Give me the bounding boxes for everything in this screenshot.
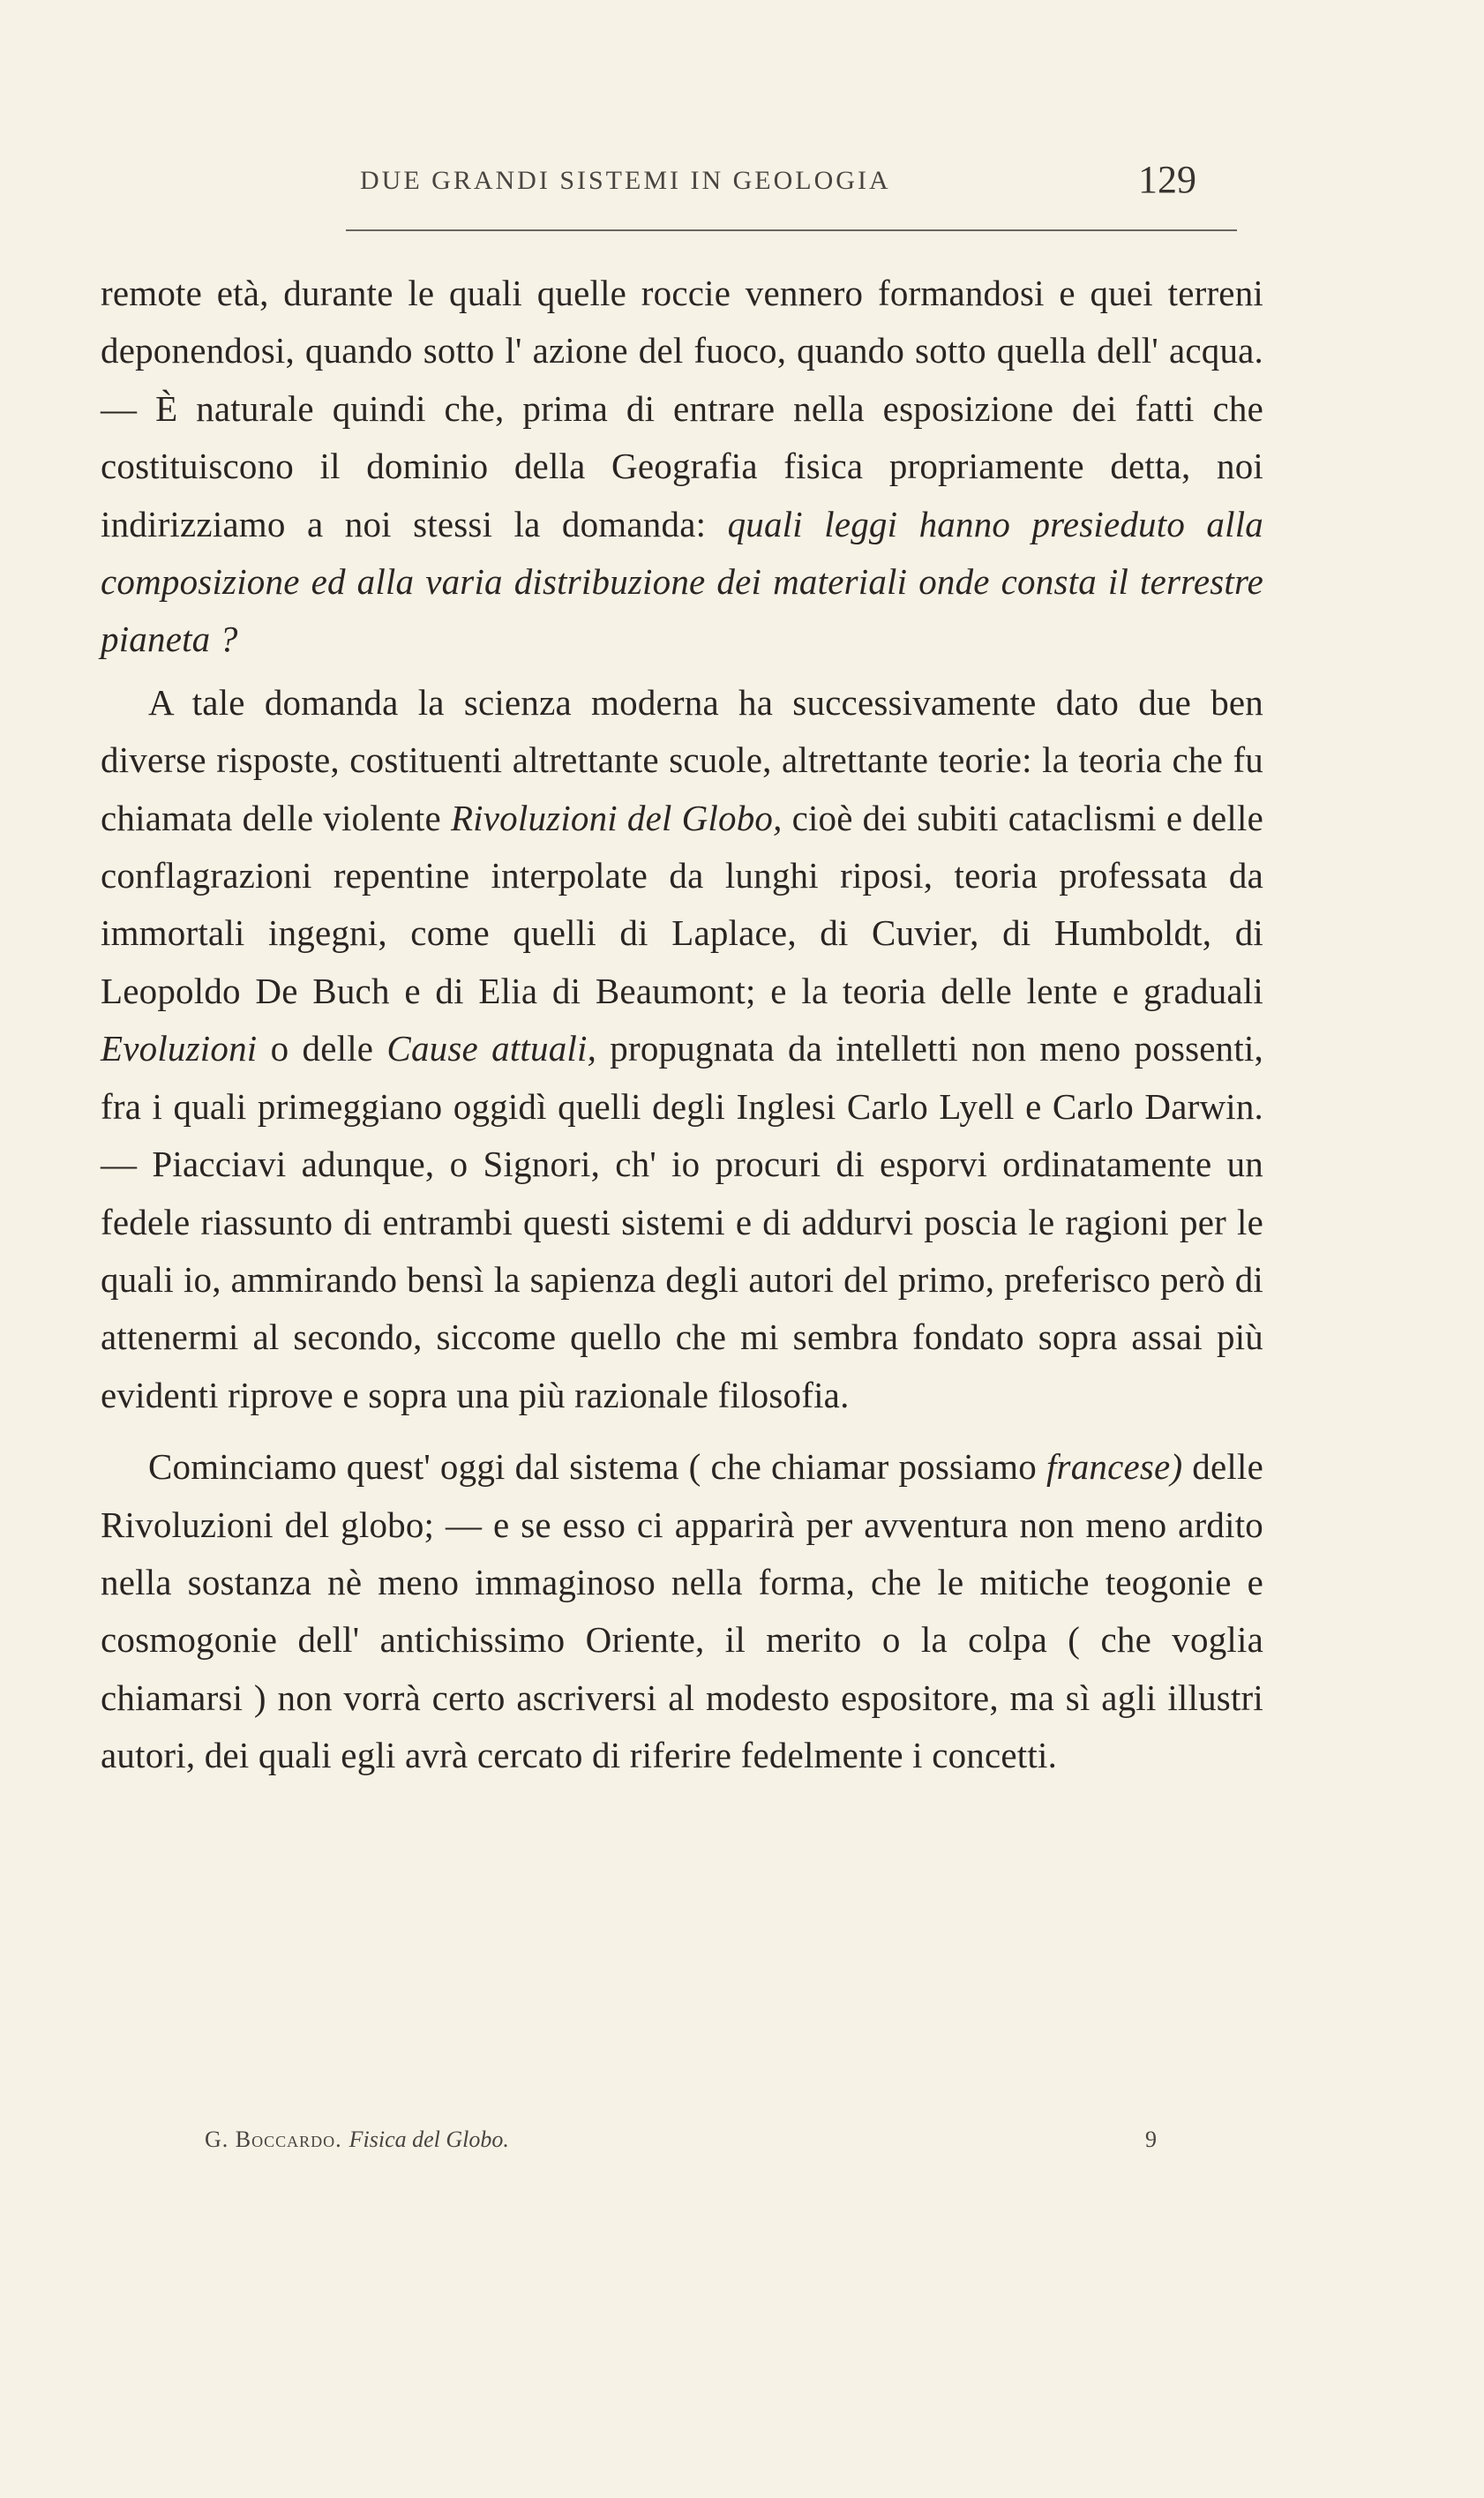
paragraph-2-text-e: o delle	[257, 1028, 387, 1069]
paragraph-3-text-a: Cominciamo quest' oggi dal sistema ( che chiamar possiamo	[148, 1446, 1046, 1488]
paragraph-3-italic-francese: francese)	[1046, 1446, 1183, 1488]
paragraph-2-text-g: propugnata da intelletti non meno possenti, fra i quali primeggiano oggidì quelli degli Inglesi Carlo Lyell e Carlo Darwin. — Piacciavi adunque, o Signori, ch' io procuri di esporvi ordinatamente un fedele riassunto di entrambi questi sistemi e di addurvi poscia le ragioni per le quali io, ammirando bensì la sapienza degli autori del primo, preferisco però di attenermi al secondo, siccome quello che mi sembra fondato sopra assai più evidenti riprove e sopra una più razionale filosofia.	[101, 1028, 1263, 1415]
footer-signature-number: 9	[1145, 2127, 1157, 2152]
paragraph-2-italic-evoluzioni: Evoluzioni	[101, 1028, 258, 1069]
footer-author: G. Boccardo.	[205, 2127, 342, 2152]
running-head	[0, 157, 1484, 210]
paragraph-1-italic-question: quali leggi hanno presieduto alla composizione ed alla varia distribuzione dei materiali onde consta il terrestre pianeta ?	[101, 503, 1263, 660]
paragraph-1	[101, 265, 1263, 669]
running-title: DUE GRANDI SISTEMI IN GEOLOGIA	[360, 166, 891, 195]
paragraph-2-italic-rivoluzioni: Rivoluzioni del Globo,	[450, 797, 783, 838]
header-rule	[346, 229, 1237, 231]
footer-work-title: Fisica del Globo.	[349, 2127, 509, 2152]
paragraph-2-italic-cause: Cause attuali,	[386, 1028, 597, 1069]
paragraph-3	[101, 1438, 1263, 1784]
page-footer	[0, 2127, 1484, 2171]
paragraph-2-text-c: cioè dei subiti cataclismi e delle conflagrazioni repentine interpolate da lunghi riposi, teoria professata da immortali ingegni, come quelli di Laplace, di Cuvier, di Humboldt, di Leopoldo De Buch e di Elia di Beaumont; e la teoria delle lente e graduali	[101, 797, 1263, 1011]
body-text	[101, 265, 1263, 1785]
footer-signature	[205, 2127, 509, 2153]
paragraph-3-text-c: delle Rivoluzioni del globo; — e se esso ci apparirà per avventura non meno ardito nella sostanza nè meno immaginoso nella forma, che le mitiche teogonie e cosmogonie dell' antichissimo Oriente, il merito o la colpa ( che voglia chiamarsi ) non vorrà certo ascriversi al modesto espositore, ma sì agli illustri autori, dei quali egli avrà cercato di riferire fedelmente i concetti.	[101, 1446, 1263, 1776]
paragraph-2	[101, 674, 1263, 1424]
paragraph-1-text: remote età, durante le quali quelle roccie vennero formandosi e quei terreni deponendosi, quando sotto l' azione del fuoco, quando sotto quella dell' acqua. — È naturale quindi che, prima di entrare nella esposizione dei fatti che costituiscono il dominio della Geografia fisica propriamente detta, noi indirizziamo a noi stessi la domanda:	[101, 273, 1263, 544]
page-number: 129	[1138, 158, 1196, 201]
paragraph-2-text-a: A tale domanda la scienza moderna ha successivamente dato due ben diverse risposte, costituenti altrettante scuole, altrettante teorie: la teoria che fu chiamata delle violente	[101, 681, 1263, 838]
